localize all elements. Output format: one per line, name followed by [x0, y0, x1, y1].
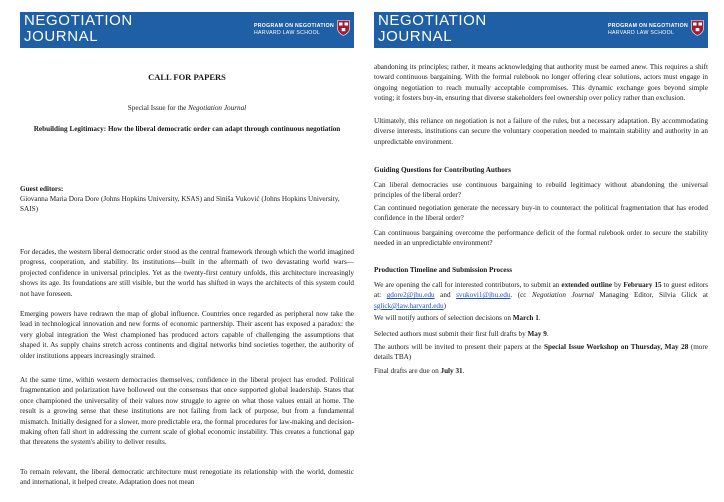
page-right — [370, 0, 720, 502]
workshop-details: (more details TBA) — [374, 343, 708, 362]
journal-title-line1: NEGOTIATION — [24, 12, 133, 29]
guiding-question-1: Can liberal democracies use continuous bargaining to rebuild legitimacy without abandoning the universal principles of the liberal order? — [374, 181, 708, 200]
submission-text-g: . (cc — [510, 291, 533, 300]
special-issue-journal: Negotiation Journal — [188, 104, 247, 112]
submission-text-j: ) — [443, 301, 447, 310]
submission-journal: Negotiation Journal — [532, 291, 594, 300]
first-draft-line — [374, 329, 708, 339]
intro-paragraph-4: To remain relevant, the liberal democratic architecture must renegotiate its relationship with the world, domestic and international, it helped create. Adaptation does not mean — [20, 468, 354, 487]
program-label — [608, 23, 688, 37]
email-link-gdore[interactable]: gdore2@jhu.edu — [386, 291, 435, 300]
program-line2: HARVARD LAW SCHOOL — [608, 30, 675, 36]
journal-banner — [20, 12, 354, 48]
final-text: Final drafts are due on — [374, 367, 441, 375]
intro-paragraph-3: At the same time, within western democracies themselves, confidence in the liberal project has eroded. Political fragmentation and polarization have hollowed out the consensus that once supported global leadership. States that once championed the universality of their values now struggle to agree on what those values entail at home. The result is a growing sense that these institutions are not failing from lack of purpose, but from a fundamental mismatch. Initially designed for a slower, more predictable era, the formal procedures for law-making and decision-making often fall short in addressing the current scale of global economic instability. This creates a functional gap that threatens the system's ability to deliver results. — [20, 376, 354, 447]
workshop-text: The authors will be invited to present their papers at the — [374, 343, 544, 351]
harvard-shield-icon — [337, 20, 350, 36]
final-date: July 31 — [440, 367, 463, 375]
guiding-question-3: Can continuous bargaining overcome the performance deficit of the formal rulebook order to secure the stability needed in an unpredictable environment? — [374, 229, 708, 248]
notify-text: We will notify authors of selection decisions on — [374, 314, 513, 322]
final-period: . — [462, 367, 465, 375]
journal-title — [24, 13, 133, 45]
continued-paragraph-1: abandoning its principles; rather, it means acknowledging that authority must be earned anew. This requires a shift toward continuous bargaining. With the formal rulebook no longer offering clear solutions, actors must engage in ongoing negotiation to reach mutually acceptable compromises. This dynamic exchange goes beyond simple voting; it fosters buy-in, ensuring that diverse stakeholders feel ownership over policy rather than exclusion. — [374, 63, 708, 103]
program-label — [254, 23, 334, 37]
special-issue-line — [20, 104, 354, 112]
submission-text-a: We are opening the call for interested contributors, to submit an — [374, 281, 562, 289]
submission-text-i: Managing Editor, Silvia Glick at — [593, 291, 708, 300]
draft-period: . — [546, 330, 549, 338]
guest-editors-heading: Guest editors: — [20, 185, 64, 193]
notification-date-line — [374, 313, 708, 323]
email-link-svukovi[interactable]: svukovi1@jhu.edu — [456, 291, 511, 300]
continued-paragraph-2: Ultimately, this reliance on negotiation is not a failure of the rules, but a necessary adaptation. By accommodating diverse interests, institutions can secure the voluntary cooperation needed to maintain stability and authority in an unpredictable environment. — [374, 117, 708, 146]
final-draft-line — [374, 366, 708, 376]
submission-text-f: and — [434, 291, 457, 300]
journal-title-line1: NEGOTIATION — [378, 12, 487, 29]
journal-title — [378, 13, 487, 45]
submission-outline: extended outline — [561, 281, 613, 289]
page-left — [4, 0, 354, 502]
program-line1: PROGRAM ON NEGOTIATION — [608, 23, 688, 29]
intro-paragraph-2: Emerging powers have redrawn the map of global influence. Countries once regarded as peripheral now take the lead in technological innovation and new forms of economic partnership. Their ascent has exposed a paradox: the very global integration the West championed has produced actors capable of challenging the assumptions that shaped it. As supply chains stretch across continents and digital networks bind societies together, the authority of older institutions appears increasingly strained. — [20, 310, 354, 360]
call-for-papers-title: CALL FOR PAPERS — [148, 72, 226, 82]
intro-paragraph-1: For decades, the western liberal democratic order stood as the central framework through which the world imagined progress, cooperation, and stability. Its institutions—built in the aftermath of two devastating world wars—projected confidence in universal principles. Yet as the twenty-first century unfolds, this architecture increasingly shows its age. Its foundations are still visible, but the world has shifted in ways the architects of this system could not have foreseen. — [20, 248, 354, 298]
guest-editors-names: Giovanna Maria Dora Dore (Johns Hopkins University, KSAS) and Siniša Vuković (Johns Hopkins University, SAIS) — [20, 195, 340, 213]
draft-text: Selected authors must submit their first full drafts by — [374, 330, 528, 338]
journal-title-line2: JOURNAL — [24, 28, 99, 45]
submission-deadline: February 15 — [623, 281, 662, 289]
harvard-shield-icon — [691, 20, 704, 36]
workshop-line — [374, 342, 708, 363]
workshop-date: Special Issue Workshop on Thursday, May 28 — [543, 343, 689, 351]
notify-period: . — [538, 314, 541, 322]
program-line2: HARVARD LAW SCHOOL — [254, 30, 321, 36]
journal-title-line2: JOURNAL — [378, 28, 453, 45]
production-timeline-heading: Production Timeline and Submission Process — [374, 266, 513, 274]
guiding-questions-heading: Guiding Questions for Contributing Authors — [374, 166, 511, 174]
journal-banner — [374, 12, 708, 48]
guiding-question-2: Can continued negotiation generate the necessary buy-in to counteract the political fragmentation that has eroded confidence in the liberal order? — [374, 204, 708, 223]
program-line1: PROGRAM ON NEGOTIATION — [254, 23, 334, 29]
submission-text-c: by — [612, 281, 624, 289]
draft-date: May 9 — [527, 330, 547, 338]
notify-date: March 1 — [512, 314, 539, 322]
email-link-sglick[interactable]: sglick@law.harvard.edu — [374, 301, 444, 310]
special-issue-prefix: Special Issue for the — [127, 104, 189, 112]
submission-text-e: to guest editors at: — [374, 281, 709, 300]
issue-subtitle: Rebuilding Legitimacy: How the liberal democratic order can adapt through continuous negotiation — [33, 125, 341, 133]
submission-paragraph — [374, 280, 708, 311]
